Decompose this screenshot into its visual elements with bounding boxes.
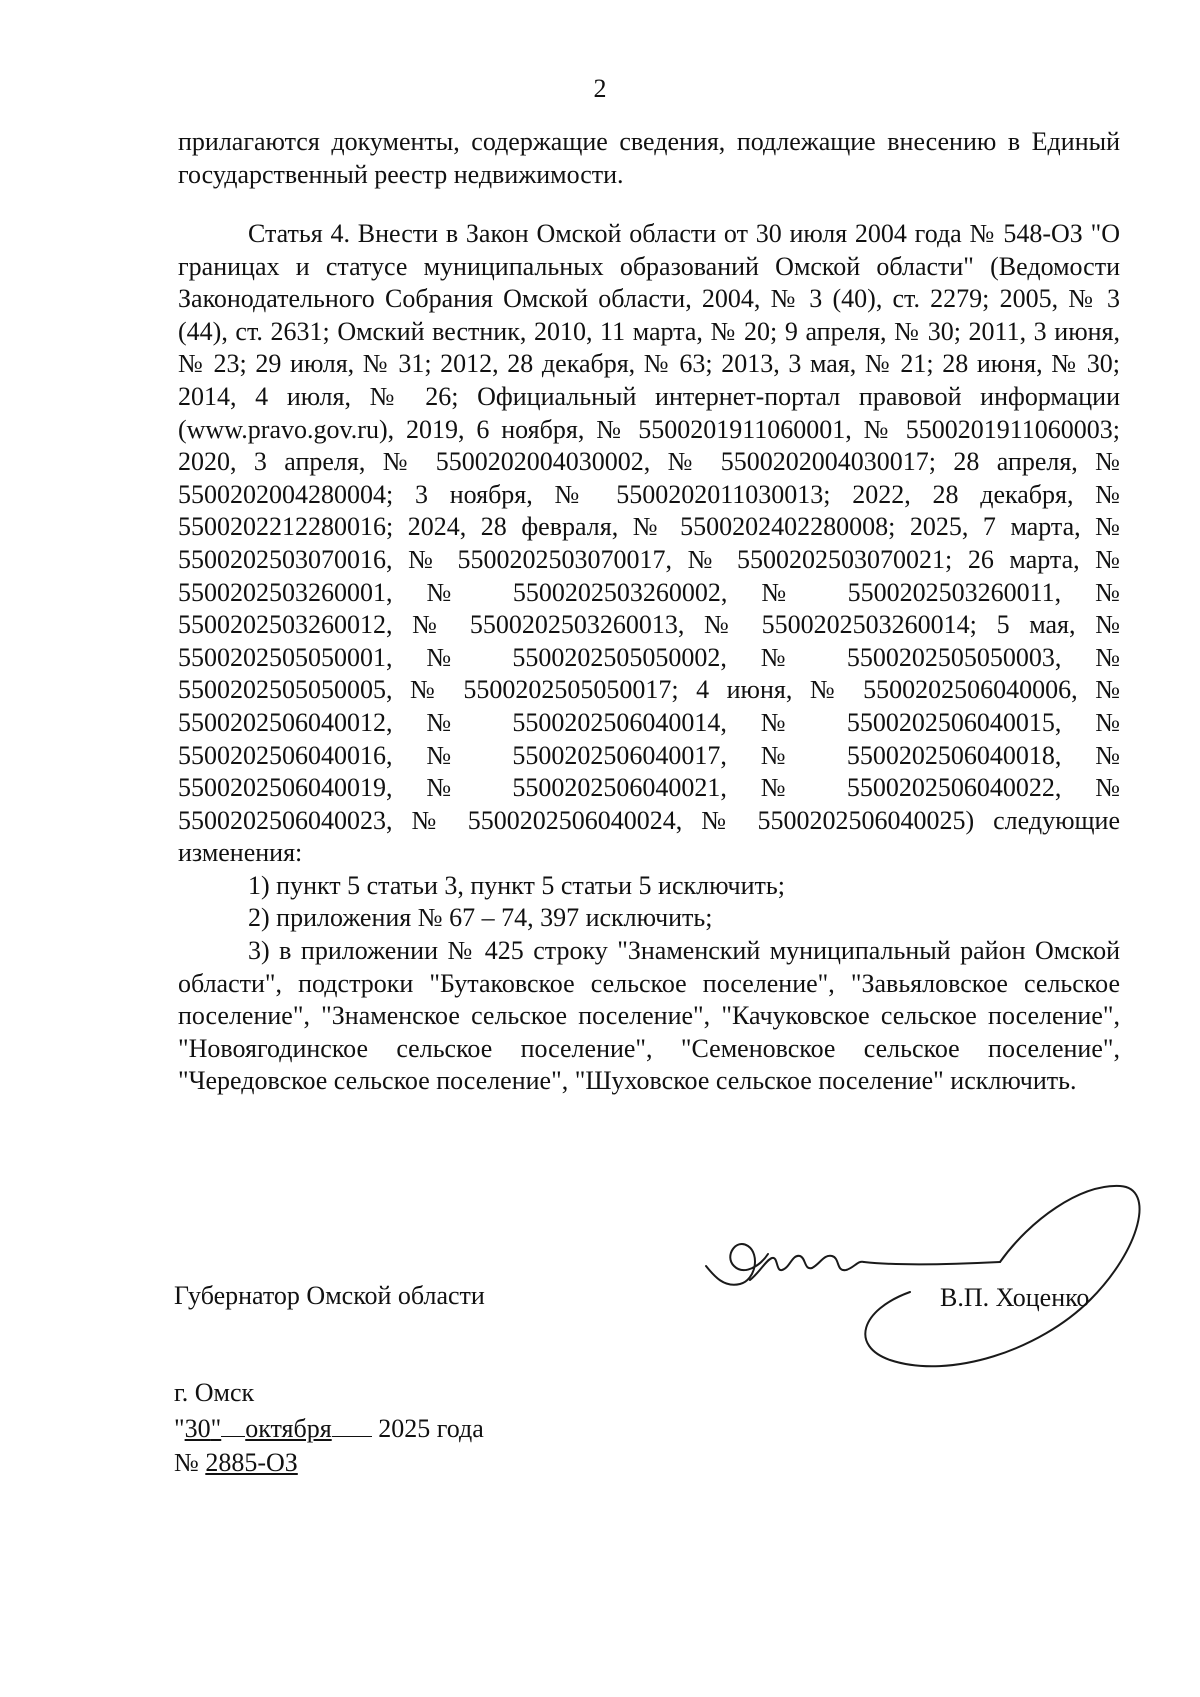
amendment-item-3: 3) в приложении № 425 строку "Знаменский муниципальный район Омской области", подстроки "Бутаковское сельское поселение", "Завьяловское сельское поселение", "Знаменское сельское поселение", "Качуковское сельское поселение", "Новоягодинское сельское поселение", "Семеновское сельское поселение", "Чередовское сельское поселение", "Шуховское сельское поселение" исключить.: [178, 936, 1120, 1096]
article-4-paragraph: Статья 4. Внести в Закон Омской области от 30 июля 2004 года № 548-ОЗ "О границах и статусе муниципальных образований Омской области" (Ведомости Законодательного Собрания Омской области, 2004, № 3 (40), ст. 2279; 2005, № 3 (44), ст. 2631; Омский вестник, 2010, 11 марта, № 20; 9 апреля, № 30; 2011, 3 июня, № 23; 29 июля, № 31; 2012, 28 декабря, № 63; 2013, 3 мая, № 21; 28 июня, № 30; 2014, 4 июля, № 26; Официальный интернет-портал правовой информации (www.pravo.gov.ru), 2019, 6 ноября, № 5500201911060001, № 5500201911060003; 2020, 3 апреля, № 5500202004030002, № 5500202004030017; 28 апреля, № 5500202004280004; 3 ноября, № 5500202011030013; 2022, 28 декабря, № 5500202212280016; 2024, 28 февраля, № 5500202402280008; 2025, 7 марта, № 5500202503070016, № 5500202503070017, № 5500202503070021; 26 марта, № 5500202503260001, № 5500202503260002, № 5500202503260011, № 5500202503260012, № 5500202503260013, № 5500202503260014; 5 мая, № 5500202505050001, № 5500202505050002, № 5500202505050003, № 5500202505050005, № 5500202505050017; 4 июня, № 5500202506040006, № 5500202506040012, № 5500202506040014, № 5500202506040015, № 5500202506040016, № 5500202506040017, № 5500202506040018, № 5500202506040019, № 5500202506040021, № 5500202506040022, № 5500202506040023, № 5500202506040024, № 5500202506040025) следующие изменения:: [178, 219, 1120, 868]
date-open-quote: ": [174, 1414, 185, 1443]
amendment-item-1: 1) пункт 5 статьи 3, пункт 5 статьи 5 исключить;: [248, 870, 785, 900]
place: г. Омск: [174, 1378, 255, 1407]
signing-date: [174, 1410, 484, 1446]
date-year: 2025 года: [378, 1414, 484, 1443]
date-day: 30: [184, 1414, 211, 1443]
paragraph-continuation: прилагаются документы, содержащие сведения, подлежащие внесению в Единый государственный реестр недвижимости.: [178, 127, 1120, 189]
signer-name: В.П. Хоценко: [940, 1283, 1090, 1312]
amendment-item-2: 2) приложения № 67 – 74, 397 исключить;: [248, 903, 713, 933]
place-date-block: [174, 1376, 484, 1480]
date-underline-gap: [221, 1410, 245, 1437]
date-close-quote: ": [210, 1414, 222, 1443]
page-number: 2: [593, 74, 607, 103]
handwritten-signature: [700, 1180, 1160, 1380]
law-number-prefix: №: [174, 1448, 199, 1477]
date-underline-gap: [332, 1410, 372, 1437]
date-month: октября: [245, 1414, 332, 1443]
law-number-value: 2885-ОЗ: [205, 1448, 298, 1477]
law-number: [174, 1446, 484, 1480]
signer-title: Губернатор Омской области: [174, 1281, 485, 1310]
